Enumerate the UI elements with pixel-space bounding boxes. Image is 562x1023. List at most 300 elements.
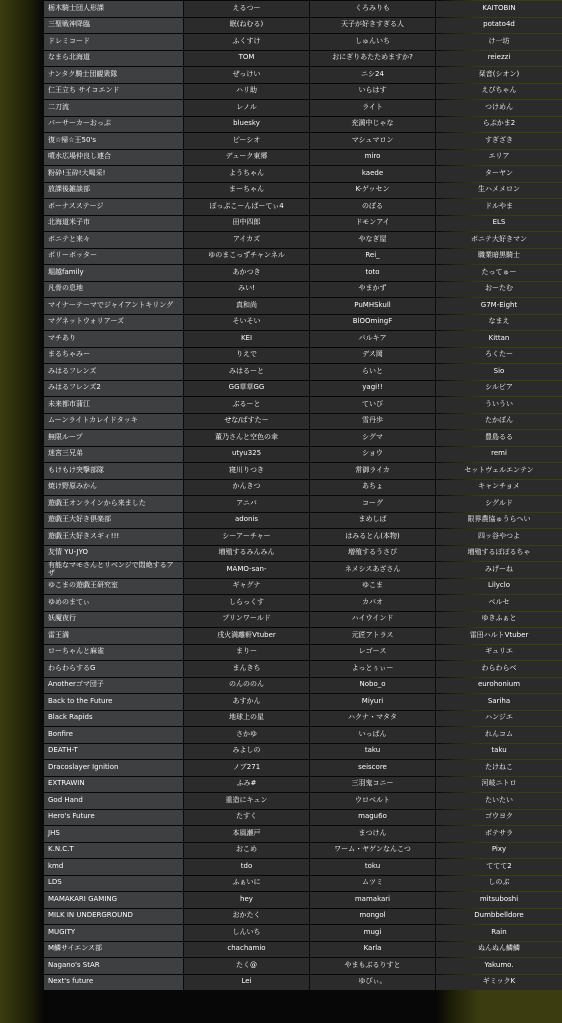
member-2-cell: mongol	[310, 909, 436, 925]
member-1-cell: ふみ#	[184, 777, 310, 793]
member-2-cell: しゅんいち	[310, 34, 436, 50]
team-name-cell: Anotherゴマ団子	[44, 678, 184, 694]
member-2-cell: Nobo_o	[310, 678, 436, 694]
member-1-cell: 地球上の星	[184, 711, 310, 727]
member-2-cell: Rei_	[310, 249, 436, 265]
team-name-cell: マイナーテーマでジャイアントキリング	[44, 298, 184, 314]
member-1-cell: 真和尚	[184, 298, 310, 314]
member-2-cell: いっぱん	[310, 727, 436, 743]
member-2-cell: ドモンアイ	[310, 216, 436, 232]
team-row	[44, 661, 562, 677]
team-row	[44, 546, 562, 562]
team-name-cell: 栃木騎士団人形課	[44, 1, 184, 17]
member-1-cell: 眠(ねむる)	[184, 18, 310, 34]
member-1-cell: ノブ271	[184, 760, 310, 776]
member-1-cell: ふくすけ	[184, 34, 310, 50]
team-row	[44, 859, 562, 875]
member-1-cell: アイカズ	[184, 232, 310, 248]
member-1-cell: adonis	[184, 513, 310, 529]
member-3-cell: ドルやま	[436, 199, 562, 215]
member-2-cell: 元匠アトラス	[310, 628, 436, 644]
team-row	[44, 216, 562, 232]
member-2-cell: くろみりも	[310, 1, 436, 17]
team-row	[44, 150, 562, 166]
team-row	[44, 760, 562, 776]
member-2-cell: ハクナ・マタタ	[310, 711, 436, 727]
team-row	[44, 199, 562, 215]
member-2-cell: ショウ	[310, 447, 436, 463]
member-2-cell: バルキア	[310, 331, 436, 347]
member-3-cell: 四ッ谷やつよ	[436, 529, 562, 545]
member-1-cell: たく@	[184, 958, 310, 974]
member-1-cell: 董乃さんと空色の傘	[184, 430, 310, 446]
team-row	[44, 315, 562, 331]
team-name-cell: パーサーカーおっぷ	[44, 117, 184, 133]
member-1-cell: あすかん	[184, 694, 310, 710]
team-name-cell: 放課後雑談部	[44, 183, 184, 199]
team-row	[44, 331, 562, 347]
team-row	[44, 744, 562, 760]
member-2-cell: kaede	[310, 166, 436, 182]
team-name-cell: 無限ループ	[44, 430, 184, 446]
team-row	[44, 793, 562, 809]
team-row	[44, 612, 562, 628]
member-3-cell: 豊島るる	[436, 430, 562, 446]
member-3-cell: ギュリエ	[436, 645, 562, 661]
member-3-cell: ポテサラ	[436, 826, 562, 842]
member-3-cell: しのぶ	[436, 876, 562, 892]
team-row	[44, 826, 562, 842]
member-2-cell: seiscore	[310, 760, 436, 776]
member-1-cell: 田中四郎	[184, 216, 310, 232]
member-1-cell: デューク東郷	[184, 150, 310, 166]
member-2-cell: ライト	[310, 100, 436, 116]
team-row	[44, 678, 562, 694]
member-1-cell: ふぁいに	[184, 876, 310, 892]
member-2-cell: ゆぴぃ。	[310, 975, 436, 991]
member-2-cell: mugi	[310, 925, 436, 941]
team-row	[44, 645, 562, 661]
team-name-cell: ボニテと来々	[44, 232, 184, 248]
member-3-cell: エリア	[436, 150, 562, 166]
member-1-cell: しらっくす	[184, 595, 310, 611]
team-name-cell: Next's future	[44, 975, 184, 991]
member-2-cell: mamakari	[310, 892, 436, 908]
member-1-cell: ピーシオ	[184, 133, 310, 149]
member-3-cell: Rain	[436, 925, 562, 941]
member-1-cell: ゆのまこっずチャンネル	[184, 249, 310, 265]
team-name-cell: MUGITY	[44, 925, 184, 941]
member-2-cell: やなぎ屋	[310, 232, 436, 248]
member-3-cell: ハンジエ	[436, 711, 562, 727]
team-row	[44, 166, 562, 182]
team-name-cell: LDS	[44, 876, 184, 892]
team-row	[44, 183, 562, 199]
team-name-cell: ポリーボッター	[44, 249, 184, 265]
member-3-cell: Pixy	[436, 843, 562, 859]
member-3-cell: 職業暗黒騎士	[436, 249, 562, 265]
team-name-cell: ドレミコード	[44, 34, 184, 50]
team-row	[44, 529, 562, 545]
member-2-cell: 三羽鬼コニー	[310, 777, 436, 793]
team-row	[44, 562, 562, 578]
team-roster-table	[44, 0, 562, 991]
team-row	[44, 447, 562, 463]
member-3-cell: つけめん	[436, 100, 562, 116]
team-name-cell: 遊戯王オンラインから来ました	[44, 496, 184, 512]
member-2-cell: のぼる	[310, 199, 436, 215]
team-name-cell: 有能なマモさんとリベンジで悶絶するアザ	[44, 562, 184, 578]
member-2-cell: レゴース	[310, 645, 436, 661]
member-3-cell: ボニテ大好きマン	[436, 232, 562, 248]
member-1-cell: ぜっけい	[184, 67, 310, 83]
member-2-cell: シグマ	[310, 430, 436, 446]
team-row	[44, 84, 562, 100]
team-name-cell: 迷宮三兄弟	[44, 447, 184, 463]
member-2-cell: ゆこま	[310, 579, 436, 595]
team-name-cell: K.N.C.T	[44, 843, 184, 859]
member-1-cell: かんきつ	[184, 480, 310, 496]
member-3-cell: ろくたー	[436, 348, 562, 364]
team-row	[44, 282, 562, 298]
member-2-cell: ワーム・ヤゲンなんこつ	[310, 843, 436, 859]
member-2-cell: やまもぶるりすと	[310, 958, 436, 974]
team-name-cell: 妖魔夜行	[44, 612, 184, 628]
member-3-cell: ういうい	[436, 397, 562, 413]
member-3-cell: potato4d	[436, 18, 562, 34]
member-1-cell: MAMO-san-	[184, 562, 310, 578]
team-name-cell: 復☆帰☆王50's	[44, 133, 184, 149]
member-2-cell: yagi!!	[310, 381, 436, 397]
member-1-cell: そいそい	[184, 315, 310, 331]
member-2-cell: 雪丹歩	[310, 414, 436, 430]
member-2-cell: ハイウインド	[310, 612, 436, 628]
member-3-cell: reiezzi	[436, 51, 562, 67]
member-2-cell: 常御ライカ	[310, 463, 436, 479]
team-row	[44, 711, 562, 727]
member-2-cell: マシュマロン	[310, 133, 436, 149]
team-name-cell: マグネットウォリアーズ	[44, 315, 184, 331]
team-row	[44, 463, 562, 479]
team-row	[44, 298, 562, 314]
team-row	[44, 397, 562, 413]
member-2-cell: ニシ24	[310, 67, 436, 83]
member-3-cell: Kittan	[436, 331, 562, 347]
member-3-cell: たいたい	[436, 793, 562, 809]
member-1-cell: シーアーチャー	[184, 529, 310, 545]
team-name-cell: 遊戯王大好きスギィ!!!	[44, 529, 184, 545]
team-name-cell: 仁王立ち サイコエンド	[44, 84, 184, 100]
member-1-cell: りえで	[184, 348, 310, 364]
member-3-cell: mitsuboshi	[436, 892, 562, 908]
member-2-cell: PuMHSkull	[310, 298, 436, 314]
team-row	[44, 1, 562, 17]
team-row	[44, 117, 562, 133]
member-1-cell: みはるーと	[184, 364, 310, 380]
team-name-cell: 北海道米子市	[44, 216, 184, 232]
member-2-cell: はみるとん(本物)	[310, 529, 436, 545]
member-2-cell: コーグ	[310, 496, 436, 512]
team-name-cell: ナンタク騎士団観衆隊	[44, 67, 184, 83]
team-name-cell: 粉砕!玉砕!大喝采!	[44, 166, 184, 182]
team-name-cell: 堀越family	[44, 265, 184, 281]
team-name-cell: 遊戯王大好き倶楽部	[44, 513, 184, 529]
team-name-cell: Back to the Future	[44, 694, 184, 710]
team-name-cell: DEATH-T	[44, 744, 184, 760]
member-1-cell: アニバ	[184, 496, 310, 512]
team-row	[44, 694, 562, 710]
member-2-cell: taku	[310, 744, 436, 760]
team-name-cell: ローちゃんと麻雀	[44, 645, 184, 661]
member-2-cell: toto	[310, 265, 436, 281]
team-name-cell: みはるフレンズ2	[44, 381, 184, 397]
member-2-cell: K-ゲッセン	[310, 183, 436, 199]
member-1-cell: えるつー	[184, 1, 310, 17]
member-1-cell: プリンワールド	[184, 612, 310, 628]
member-3-cell: Sio	[436, 364, 562, 380]
member-3-cell: なまえ	[436, 315, 562, 331]
team-row	[44, 348, 562, 364]
member-3-cell: ててて2	[436, 859, 562, 875]
member-1-cell: せな/ぱすたー	[184, 414, 310, 430]
member-2-cell: magu6o	[310, 810, 436, 826]
team-row	[44, 513, 562, 529]
member-3-cell: わらわらべ	[436, 661, 562, 677]
member-1-cell: KEI	[184, 331, 310, 347]
team-row	[44, 843, 562, 859]
member-3-cell: みげーね	[436, 562, 562, 578]
member-3-cell: Lilyclo	[436, 579, 562, 595]
member-1-cell: まーちゃん	[184, 183, 310, 199]
member-2-cell: miro	[310, 150, 436, 166]
team-row	[44, 34, 562, 50]
member-1-cell: 重造にキュン	[184, 793, 310, 809]
member-3-cell: たってゅー	[436, 265, 562, 281]
team-name-cell: わらわらするG	[44, 661, 184, 677]
member-1-cell: 増殖するみんみん	[184, 546, 310, 562]
member-2-cell: Karla	[310, 942, 436, 958]
team-name-cell: なまら北海道	[44, 51, 184, 67]
team-row	[44, 777, 562, 793]
team-row	[44, 628, 562, 644]
team-row	[44, 265, 562, 281]
team-name-cell: JHS	[44, 826, 184, 842]
member-3-cell: 栞音(シオン)	[436, 67, 562, 83]
team-name-cell: 三聖戦神降臨	[44, 18, 184, 34]
team-name-cell: God Hand	[44, 793, 184, 809]
member-2-cell: よっとぅぃー	[310, 661, 436, 677]
team-name-cell: 焼け野原みかん	[44, 480, 184, 496]
team-name-cell: Nagano's StAR	[44, 958, 184, 974]
member-1-cell: 戌火満離軒Vtuber	[184, 628, 310, 644]
member-2-cell: まめしば	[310, 513, 436, 529]
member-2-cell: BlOOmingF	[310, 315, 436, 331]
member-1-cell: ハリ助	[184, 84, 310, 100]
team-name-cell: 凡骨の息地	[44, 282, 184, 298]
member-1-cell: まりー	[184, 645, 310, 661]
team-row	[44, 942, 562, 958]
member-1-cell: ようちゃん	[184, 166, 310, 182]
member-3-cell: eurohonium	[436, 678, 562, 694]
member-3-cell: ELS	[436, 216, 562, 232]
team-name-cell: みはるフレンズ	[44, 364, 184, 380]
member-3-cell: Yakumo.	[436, 958, 562, 974]
member-3-cell: ゴウヨク	[436, 810, 562, 826]
team-name-cell: kmd	[44, 859, 184, 875]
member-1-cell: まんきち	[184, 661, 310, 677]
member-2-cell: ていび	[310, 397, 436, 413]
member-1-cell: みい!	[184, 282, 310, 298]
member-1-cell: たすく	[184, 810, 310, 826]
team-row	[44, 414, 562, 430]
member-3-cell: すぎざき	[436, 133, 562, 149]
member-3-cell: えびちゃん	[436, 84, 562, 100]
member-3-cell: たかぼん	[436, 414, 562, 430]
member-1-cell: tdo	[184, 859, 310, 875]
team-row	[44, 975, 562, 991]
member-1-cell: hey	[184, 892, 310, 908]
team-name-cell: もけもけ突撃部隊	[44, 463, 184, 479]
team-name-cell: Bonfire	[44, 727, 184, 743]
team-row	[44, 100, 562, 116]
member-3-cell: taku	[436, 744, 562, 760]
member-3-cell: 雷田ハルトVtuber	[436, 628, 562, 644]
member-1-cell: レノル	[184, 100, 310, 116]
team-row	[44, 430, 562, 446]
team-row	[44, 496, 562, 512]
member-3-cell: ベルセ	[436, 595, 562, 611]
team-name-cell: EXTRAWIN	[44, 777, 184, 793]
member-3-cell: キャンチョメ	[436, 480, 562, 496]
team-row	[44, 958, 562, 974]
team-row	[44, 51, 562, 67]
member-3-cell: 河岐ニトロ	[436, 777, 562, 793]
team-row	[44, 876, 562, 892]
member-1-cell: utyu325	[184, 447, 310, 463]
team-row	[44, 381, 562, 397]
member-1-cell: おこめ	[184, 843, 310, 859]
team-row	[44, 249, 562, 265]
team-name-cell: まるちゃみー	[44, 348, 184, 364]
team-row	[44, 18, 562, 34]
team-name-cell: ムーンライトカレイドタッキ	[44, 414, 184, 430]
member-3-cell: 限界農協ゅうらへい	[436, 513, 562, 529]
member-1-cell: ぽっぷこーんぱーてぃ4	[184, 199, 310, 215]
member-1-cell: おかたく	[184, 909, 310, 925]
member-3-cell: れんコム	[436, 727, 562, 743]
team-row	[44, 579, 562, 595]
team-name-cell: M鱗サイエンス部	[44, 942, 184, 958]
team-name-cell: ゆこまの遊戯王研究室	[44, 579, 184, 595]
member-2-cell: ネメシスあざさん	[310, 562, 436, 578]
team-name-cell: ボーナスステージ	[44, 199, 184, 215]
member-2-cell: デス岡	[310, 348, 436, 364]
team-row	[44, 892, 562, 908]
member-1-cell: しんいち	[184, 925, 310, 941]
team-row	[44, 925, 562, 941]
member-1-cell: bluesky	[184, 117, 310, 133]
member-2-cell: カバオ	[310, 595, 436, 611]
team-row	[44, 67, 562, 83]
member-3-cell: Dumbbelldore	[436, 909, 562, 925]
member-2-cell: まつけん	[310, 826, 436, 842]
member-3-cell: ぬんぬん鱗鱗	[436, 942, 562, 958]
member-1-cell: あかつき	[184, 265, 310, 281]
team-name-cell: 友情 YU-JYO	[44, 546, 184, 562]
team-name-cell: 二刀流	[44, 100, 184, 116]
member-2-cell: やまかず	[310, 282, 436, 298]
member-3-cell: ターヤン	[436, 166, 562, 182]
member-3-cell: ゆきふぁと	[436, 612, 562, 628]
member-1-cell: みよしの	[184, 744, 310, 760]
member-3-cell: らぷかま2	[436, 117, 562, 133]
member-2-cell: 天子が好きすぎる人	[310, 18, 436, 34]
member-1-cell: ぶるーと	[184, 397, 310, 413]
member-3-cell: シグルド	[436, 496, 562, 512]
team-name-cell: 雷王満	[44, 628, 184, 644]
member-3-cell: G7M-Eight	[436, 298, 562, 314]
member-3-cell: 増殖するぽぽるちゃ	[436, 546, 562, 562]
member-2-cell: らいと	[310, 364, 436, 380]
member-2-cell: 充満中じゃな	[310, 117, 436, 133]
team-row	[44, 364, 562, 380]
member-1-cell: 寝川りつき	[184, 463, 310, 479]
team-row	[44, 480, 562, 496]
member-1-cell: さかゆ	[184, 727, 310, 743]
member-1-cell: Lei	[184, 975, 310, 991]
team-name-cell: Dracoslayer Ignition	[44, 760, 184, 776]
member-3-cell: け一坊	[436, 34, 562, 50]
member-2-cell: ムツミ	[310, 876, 436, 892]
team-name-cell: MAMAKARI GAMING	[44, 892, 184, 908]
member-3-cell: remi	[436, 447, 562, 463]
team-row	[44, 727, 562, 743]
member-2-cell: toku	[310, 859, 436, 875]
member-2-cell: いらはす	[310, 84, 436, 100]
member-1-cell: ギャグナ	[184, 579, 310, 595]
member-3-cell: セットヴェルエンテン	[436, 463, 562, 479]
member-2-cell: 増殖するうさぴ	[310, 546, 436, 562]
member-3-cell: Sariha	[436, 694, 562, 710]
team-name-cell: Black Rapids	[44, 711, 184, 727]
member-1-cell: chachamio	[184, 942, 310, 958]
team-row	[44, 133, 562, 149]
member-1-cell: 本風瀬戸	[184, 826, 310, 842]
team-roster-body	[44, 1, 562, 990]
team-name-cell: Hero's Future	[44, 810, 184, 826]
member-3-cell: KAITOBIN	[436, 1, 562, 17]
member-3-cell: シルビア	[436, 381, 562, 397]
member-2-cell: おにぎりあたためますか?	[310, 51, 436, 67]
team-name-cell: ゆめのまてぃ	[44, 595, 184, 611]
member-1-cell: TOM	[184, 51, 310, 67]
team-row	[44, 595, 562, 611]
member-2-cell: Miyuri	[310, 694, 436, 710]
team-row	[44, 232, 562, 248]
member-1-cell: のんののん	[184, 678, 310, 694]
member-3-cell: おーたむ	[436, 282, 562, 298]
member-1-cell: GG草草GG	[184, 381, 310, 397]
member-2-cell: ウロベルト	[310, 793, 436, 809]
team-name-cell: マチあり	[44, 331, 184, 347]
team-name-cell: MILK IN UNDERGROUND	[44, 909, 184, 925]
member-3-cell: たけねこ	[436, 760, 562, 776]
member-3-cell: ギミックK	[436, 975, 562, 991]
team-name-cell: 噴水広場仲良し連合	[44, 150, 184, 166]
team-row	[44, 909, 562, 925]
team-name-cell: 未来都市蒲江	[44, 397, 184, 413]
team-row	[44, 810, 562, 826]
